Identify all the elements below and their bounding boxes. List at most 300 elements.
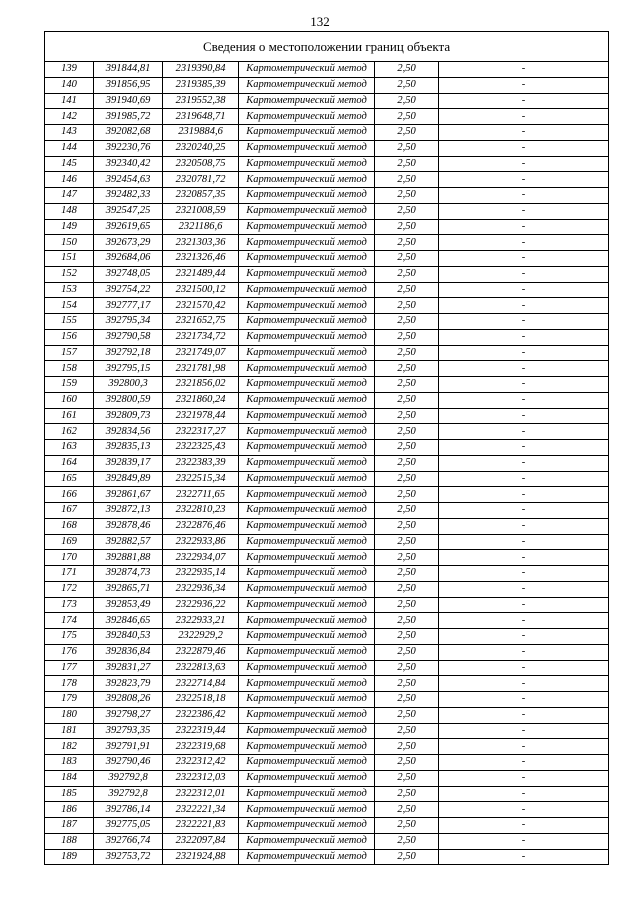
cell-x-coordinate: 392792,8	[94, 786, 163, 802]
cell-point-number: 158	[45, 361, 94, 377]
cell-point-number: 157	[45, 345, 94, 361]
cell-y-coordinate: 2321489,44	[163, 266, 239, 282]
cell-x-coordinate: 392878,46	[94, 518, 163, 534]
cell-description: -	[439, 440, 609, 456]
cell-x-coordinate: 391844,81	[94, 62, 163, 78]
cell-point-number: 155	[45, 314, 94, 330]
cell-point-number: 168	[45, 518, 94, 534]
cell-description: -	[439, 707, 609, 723]
cell-accuracy: 2,50	[375, 597, 439, 613]
cell-description: -	[439, 455, 609, 471]
cell-accuracy: 2,50	[375, 676, 439, 692]
cell-y-coordinate: 2322518,18	[163, 692, 239, 708]
cell-x-coordinate: 392800,3	[94, 377, 163, 393]
table-row	[45, 109, 609, 125]
cell-y-coordinate: 2321924,88	[163, 849, 239, 865]
cell-accuracy: 2,50	[375, 282, 439, 298]
cell-description: -	[439, 581, 609, 597]
cell-accuracy: 2,50	[375, 487, 439, 503]
table-row	[45, 707, 609, 723]
table-row	[45, 251, 609, 267]
cell-y-coordinate: 2322936,34	[163, 581, 239, 597]
cell-method: Картометрический метод	[239, 566, 375, 582]
cell-point-number: 180	[45, 707, 94, 723]
cell-description: -	[439, 818, 609, 834]
cell-accuracy: 2,50	[375, 550, 439, 566]
cell-description: -	[439, 770, 609, 786]
table-row	[45, 172, 609, 188]
cell-point-number: 169	[45, 534, 94, 550]
cell-accuracy: 2,50	[375, 802, 439, 818]
table-row	[45, 755, 609, 771]
cell-description: -	[439, 345, 609, 361]
cell-description: -	[439, 172, 609, 188]
cell-description: -	[439, 692, 609, 708]
cell-y-coordinate: 2322221,34	[163, 802, 239, 818]
cell-method: Картометрический метод	[239, 723, 375, 739]
cell-x-coordinate: 392753,72	[94, 849, 163, 865]
cell-y-coordinate: 2322221,83	[163, 818, 239, 834]
table-row	[45, 266, 609, 282]
cell-method: Картометрический метод	[239, 613, 375, 629]
cell-description: -	[439, 140, 609, 156]
cell-x-coordinate: 392777,17	[94, 298, 163, 314]
cell-x-coordinate: 392834,56	[94, 424, 163, 440]
cell-accuracy: 2,50	[375, 471, 439, 487]
cell-accuracy: 2,50	[375, 818, 439, 834]
table-row	[45, 802, 609, 818]
cell-point-number: 153	[45, 282, 94, 298]
cell-y-coordinate: 2322097,84	[163, 833, 239, 849]
table-row	[45, 518, 609, 534]
cell-method: Картометрический метод	[239, 93, 375, 109]
cell-x-coordinate: 392793,35	[94, 723, 163, 739]
table-row	[45, 723, 609, 739]
cell-x-coordinate: 392673,29	[94, 235, 163, 251]
cell-method: Картометрический метод	[239, 597, 375, 613]
cell-method: Картометрический метод	[239, 188, 375, 204]
cell-description: -	[439, 534, 609, 550]
cell-y-coordinate: 2322711,65	[163, 487, 239, 503]
table-row	[45, 282, 609, 298]
cell-point-number: 152	[45, 266, 94, 282]
cell-accuracy: 2,50	[375, 660, 439, 676]
table-title-row	[45, 32, 609, 62]
cell-accuracy: 2,50	[375, 739, 439, 755]
cell-accuracy: 2,50	[375, 613, 439, 629]
cell-point-number: 186	[45, 802, 94, 818]
cell-point-number: 151	[45, 251, 94, 267]
cell-description: -	[439, 361, 609, 377]
cell-y-coordinate: 2319385,39	[163, 77, 239, 93]
cell-x-coordinate: 392790,58	[94, 329, 163, 345]
cell-method: Картометрический метод	[239, 235, 375, 251]
cell-accuracy: 2,50	[375, 755, 439, 771]
cell-x-coordinate: 392340,42	[94, 156, 163, 172]
cell-point-number: 162	[45, 424, 94, 440]
cell-description: -	[439, 266, 609, 282]
cell-accuracy: 2,50	[375, 345, 439, 361]
table-row	[45, 455, 609, 471]
cell-accuracy: 2,50	[375, 203, 439, 219]
table-row	[45, 440, 609, 456]
cell-accuracy: 2,50	[375, 109, 439, 125]
cell-method: Картометрический метод	[239, 644, 375, 660]
cell-y-coordinate: 2322312,42	[163, 755, 239, 771]
cell-point-number: 165	[45, 471, 94, 487]
cell-accuracy: 2,50	[375, 235, 439, 251]
cell-accuracy: 2,50	[375, 786, 439, 802]
boundary-table	[44, 31, 609, 865]
cell-point-number: 175	[45, 629, 94, 645]
cell-point-number: 187	[45, 818, 94, 834]
table-row	[45, 156, 609, 172]
cell-x-coordinate: 392872,13	[94, 503, 163, 519]
cell-point-number: 160	[45, 392, 94, 408]
cell-accuracy: 2,50	[375, 361, 439, 377]
cell-x-coordinate: 392766,74	[94, 833, 163, 849]
cell-method: Картометрический метод	[239, 503, 375, 519]
cell-x-coordinate: 392795,34	[94, 314, 163, 330]
cell-accuracy: 2,50	[375, 581, 439, 597]
cell-description: -	[439, 203, 609, 219]
cell-point-number: 170	[45, 550, 94, 566]
cell-accuracy: 2,50	[375, 314, 439, 330]
cell-x-coordinate: 392836,84	[94, 644, 163, 660]
cell-description: -	[439, 802, 609, 818]
cell-y-coordinate: 2321749,07	[163, 345, 239, 361]
cell-description: -	[439, 849, 609, 865]
cell-description: -	[439, 629, 609, 645]
cell-description: -	[439, 550, 609, 566]
cell-point-number: 185	[45, 786, 94, 802]
cell-accuracy: 2,50	[375, 644, 439, 660]
cell-description: -	[439, 424, 609, 440]
cell-x-coordinate: 392792,18	[94, 345, 163, 361]
cell-method: Картометрический метод	[239, 660, 375, 676]
cell-point-number: 188	[45, 833, 94, 849]
cell-y-coordinate: 2319552,38	[163, 93, 239, 109]
cell-y-coordinate: 2322714,84	[163, 676, 239, 692]
cell-y-coordinate: 2322312,03	[163, 770, 239, 786]
table-row	[45, 566, 609, 582]
cell-y-coordinate: 2320781,72	[163, 172, 239, 188]
table-row	[45, 77, 609, 93]
cell-accuracy: 2,50	[375, 329, 439, 345]
table-row	[45, 786, 609, 802]
table-row	[45, 849, 609, 865]
cell-description: -	[439, 235, 609, 251]
cell-x-coordinate: 392800,59	[94, 392, 163, 408]
table-row	[45, 62, 609, 78]
cell-y-coordinate: 2322933,21	[163, 613, 239, 629]
cell-method: Картометрический метод	[239, 156, 375, 172]
cell-x-coordinate: 392853,49	[94, 597, 163, 613]
cell-method: Картометрический метод	[239, 77, 375, 93]
cell-x-coordinate: 392881,88	[94, 550, 163, 566]
cell-point-number: 183	[45, 755, 94, 771]
cell-y-coordinate: 2320508,75	[163, 156, 239, 172]
cell-method: Картометрический метод	[239, 471, 375, 487]
table-row	[45, 613, 609, 629]
cell-method: Картометрический метод	[239, 849, 375, 865]
cell-method: Картометрический метод	[239, 298, 375, 314]
cell-method: Картометрический метод	[239, 692, 375, 708]
cell-method: Картометрический метод	[239, 282, 375, 298]
cell-method: Картометрический метод	[239, 424, 375, 440]
cell-point-number: 164	[45, 455, 94, 471]
cell-y-coordinate: 2321734,72	[163, 329, 239, 345]
cell-description: -	[439, 392, 609, 408]
cell-point-number: 159	[45, 377, 94, 393]
cell-description: -	[439, 219, 609, 235]
cell-y-coordinate: 2321856,02	[163, 377, 239, 393]
cell-method: Картометрический метод	[239, 392, 375, 408]
cell-y-coordinate: 2322319,68	[163, 739, 239, 755]
cell-point-number: 161	[45, 408, 94, 424]
cell-point-number: 182	[45, 739, 94, 755]
cell-accuracy: 2,50	[375, 534, 439, 550]
table-row	[45, 93, 609, 109]
cell-description: -	[439, 597, 609, 613]
table-row	[45, 818, 609, 834]
cell-method: Картометрический метод	[239, 707, 375, 723]
cell-description: -	[439, 93, 609, 109]
cell-y-coordinate: 2321326,46	[163, 251, 239, 267]
cell-method: Картометрический метод	[239, 109, 375, 125]
table-row	[45, 644, 609, 660]
cell-description: -	[439, 503, 609, 519]
cell-y-coordinate: 2322934,07	[163, 550, 239, 566]
cell-y-coordinate: 2320240,25	[163, 140, 239, 156]
cell-y-coordinate: 2321860,24	[163, 392, 239, 408]
cell-x-coordinate: 392748,05	[94, 266, 163, 282]
table-row	[45, 660, 609, 676]
cell-x-coordinate: 392808,26	[94, 692, 163, 708]
cell-x-coordinate: 392775,05	[94, 818, 163, 834]
cell-accuracy: 2,50	[375, 251, 439, 267]
cell-method: Картометрический метод	[239, 203, 375, 219]
table-row	[45, 125, 609, 141]
cell-x-coordinate: 392082,68	[94, 125, 163, 141]
cell-y-coordinate: 2321303,36	[163, 235, 239, 251]
cell-method: Картометрический метод	[239, 329, 375, 345]
cell-y-coordinate: 2320857,35	[163, 188, 239, 204]
cell-method: Картометрический метод	[239, 62, 375, 78]
cell-x-coordinate: 392790,46	[94, 755, 163, 771]
cell-y-coordinate: 2319884,6	[163, 125, 239, 141]
cell-method: Картометрический метод	[239, 770, 375, 786]
cell-accuracy: 2,50	[375, 455, 439, 471]
cell-x-coordinate: 392230,76	[94, 140, 163, 156]
cell-y-coordinate: 2322312,01	[163, 786, 239, 802]
cell-y-coordinate: 2322876,46	[163, 518, 239, 534]
cell-accuracy: 2,50	[375, 93, 439, 109]
cell-point-number: 146	[45, 172, 94, 188]
cell-method: Картометрический метод	[239, 377, 375, 393]
cell-y-coordinate: 2321978,44	[163, 408, 239, 424]
cell-x-coordinate: 392792,8	[94, 770, 163, 786]
cell-description: -	[439, 739, 609, 755]
cell-accuracy: 2,50	[375, 723, 439, 739]
cell-y-coordinate: 2321781,98	[163, 361, 239, 377]
table-row	[45, 581, 609, 597]
cell-accuracy: 2,50	[375, 298, 439, 314]
cell-y-coordinate: 2321500,12	[163, 282, 239, 298]
cell-x-coordinate: 392840,53	[94, 629, 163, 645]
cell-x-coordinate: 392823,79	[94, 676, 163, 692]
cell-x-coordinate: 392547,25	[94, 203, 163, 219]
cell-method: Картометрический метод	[239, 140, 375, 156]
table-row	[45, 692, 609, 708]
cell-accuracy: 2,50	[375, 62, 439, 78]
table-body	[45, 62, 609, 865]
table-row	[45, 188, 609, 204]
table-row	[45, 408, 609, 424]
cell-accuracy: 2,50	[375, 377, 439, 393]
cell-y-coordinate: 2319648,71	[163, 109, 239, 125]
cell-accuracy: 2,50	[375, 629, 439, 645]
table-row	[45, 392, 609, 408]
table-row	[45, 361, 609, 377]
table-row	[45, 503, 609, 519]
cell-description: -	[439, 613, 609, 629]
cell-description: -	[439, 518, 609, 534]
cell-point-number: 147	[45, 188, 94, 204]
cell-point-number: 181	[45, 723, 94, 739]
cell-description: -	[439, 282, 609, 298]
cell-point-number: 148	[45, 203, 94, 219]
cell-x-coordinate: 392791,91	[94, 739, 163, 755]
cell-method: Картометрический метод	[239, 802, 375, 818]
cell-method: Картометрический метод	[239, 833, 375, 849]
cell-x-coordinate: 392846,65	[94, 613, 163, 629]
cell-x-coordinate: 391985,72	[94, 109, 163, 125]
cell-point-number: 184	[45, 770, 94, 786]
cell-x-coordinate: 392831,27	[94, 660, 163, 676]
cell-point-number: 172	[45, 581, 94, 597]
table-row	[45, 235, 609, 251]
table-row	[45, 329, 609, 345]
cell-point-number: 174	[45, 613, 94, 629]
cell-y-coordinate: 2322515,34	[163, 471, 239, 487]
cell-point-number: 156	[45, 329, 94, 345]
cell-y-coordinate: 2322879,46	[163, 644, 239, 660]
cell-accuracy: 2,50	[375, 140, 439, 156]
cell-method: Картометрический метод	[239, 440, 375, 456]
cell-description: -	[439, 109, 609, 125]
cell-method: Картометрический метод	[239, 676, 375, 692]
cell-point-number: 179	[45, 692, 94, 708]
cell-point-number: 189	[45, 849, 94, 865]
table-row	[45, 219, 609, 235]
cell-method: Картометрический метод	[239, 219, 375, 235]
cell-description: -	[439, 660, 609, 676]
cell-accuracy: 2,50	[375, 692, 439, 708]
cell-method: Картометрический метод	[239, 487, 375, 503]
cell-description: -	[439, 298, 609, 314]
cell-description: -	[439, 471, 609, 487]
table-row	[45, 597, 609, 613]
table-row	[45, 676, 609, 692]
cell-accuracy: 2,50	[375, 219, 439, 235]
cell-accuracy: 2,50	[375, 125, 439, 141]
cell-y-coordinate: 2322386,42	[163, 707, 239, 723]
table-row	[45, 203, 609, 219]
table-row	[45, 739, 609, 755]
cell-method: Картометрический метод	[239, 455, 375, 471]
cell-y-coordinate: 2321570,42	[163, 298, 239, 314]
cell-description: -	[439, 377, 609, 393]
cell-point-number: 145	[45, 156, 94, 172]
cell-x-coordinate: 392882,57	[94, 534, 163, 550]
table-row	[45, 298, 609, 314]
cell-point-number: 177	[45, 660, 94, 676]
cell-method: Картометрический метод	[239, 172, 375, 188]
cell-method: Картометрический метод	[239, 251, 375, 267]
cell-y-coordinate: 2322936,22	[163, 597, 239, 613]
cell-point-number: 149	[45, 219, 94, 235]
cell-y-coordinate: 2322383,39	[163, 455, 239, 471]
cell-method: Картометрический метод	[239, 786, 375, 802]
cell-method: Картометрический метод	[239, 266, 375, 282]
cell-x-coordinate: 392874,73	[94, 566, 163, 582]
cell-x-coordinate: 392795,15	[94, 361, 163, 377]
cell-method: Картометрический метод	[239, 345, 375, 361]
cell-description: -	[439, 314, 609, 330]
cell-method: Картометрический метод	[239, 739, 375, 755]
cell-x-coordinate: 392454,63	[94, 172, 163, 188]
cell-method: Картометрический метод	[239, 581, 375, 597]
cell-accuracy: 2,50	[375, 707, 439, 723]
table-row	[45, 424, 609, 440]
cell-description: -	[439, 251, 609, 267]
table-row	[45, 629, 609, 645]
cell-point-number: 178	[45, 676, 94, 692]
cell-y-coordinate: 2319390,84	[163, 62, 239, 78]
cell-description: -	[439, 156, 609, 172]
cell-x-coordinate: 391940,69	[94, 93, 163, 109]
cell-point-number: 176	[45, 644, 94, 660]
cell-x-coordinate: 392786,14	[94, 802, 163, 818]
cell-x-coordinate: 392835,13	[94, 440, 163, 456]
cell-y-coordinate: 2322935,14	[163, 566, 239, 582]
cell-method: Картометрический метод	[239, 818, 375, 834]
table-row	[45, 534, 609, 550]
cell-accuracy: 2,50	[375, 440, 439, 456]
cell-description: -	[439, 125, 609, 141]
cell-accuracy: 2,50	[375, 172, 439, 188]
cell-method: Картометрический метод	[239, 534, 375, 550]
page-number: 132	[310, 14, 330, 29]
cell-point-number: 166	[45, 487, 94, 503]
cell-accuracy: 2,50	[375, 833, 439, 849]
cell-description: -	[439, 188, 609, 204]
cell-x-coordinate: 392861,67	[94, 487, 163, 503]
cell-description: -	[439, 723, 609, 739]
cell-point-number: 167	[45, 503, 94, 519]
cell-point-number: 171	[45, 566, 94, 582]
table-title: Сведения о местоположении границ объекта	[45, 32, 609, 62]
cell-y-coordinate: 2321186,6	[163, 219, 239, 235]
cell-y-coordinate: 2322810,23	[163, 503, 239, 519]
table-row	[45, 550, 609, 566]
cell-y-coordinate: 2322317,27	[163, 424, 239, 440]
cell-description: -	[439, 755, 609, 771]
cell-x-coordinate: 392619,65	[94, 219, 163, 235]
cell-x-coordinate: 392809,73	[94, 408, 163, 424]
cell-x-coordinate: 392839,17	[94, 455, 163, 471]
